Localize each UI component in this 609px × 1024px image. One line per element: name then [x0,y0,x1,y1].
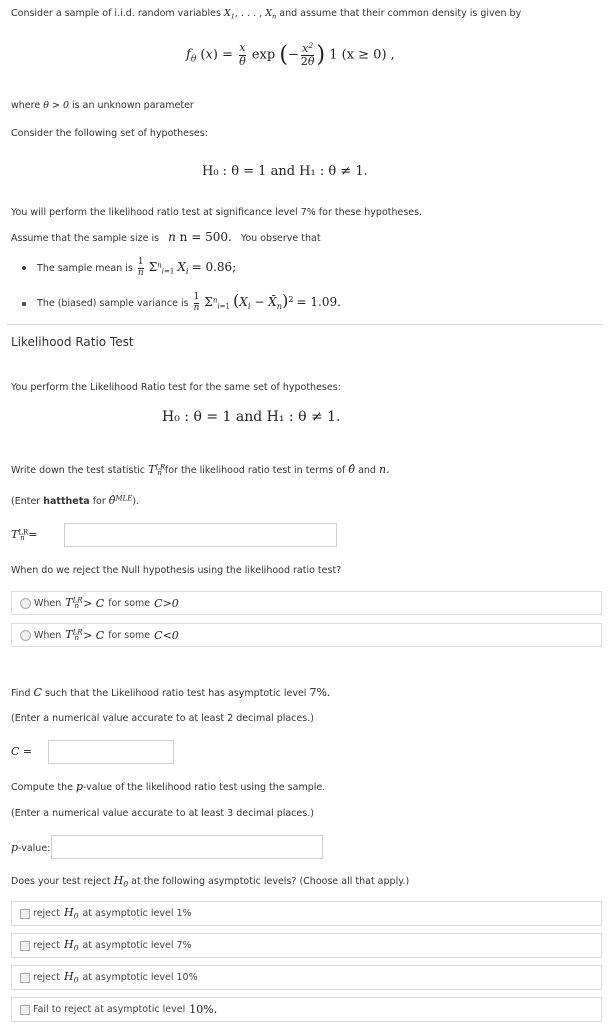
section-title: Likelihood Ratio Test [11,335,134,349]
reject-level-1-option[interactable]: reject $H_0$ at asymptotic level 1% [11,901,602,926]
c-value-input[interactable] [48,740,174,764]
reject-option-c-positive[interactable]: When $T^{LR}_n$ > C for some C>0 [11,591,602,615]
sample-variables: $X_1$, . . . , $X_n$ [224,8,277,21]
test-statistic-input[interactable] [64,523,337,547]
bullet-icon [22,302,26,306]
intro-line-1: Consider a sample of i.i.d. random variables $X_1$, . . . , $X_n$ and assume that their common density is given by [11,8,522,21]
where-line: where θ > 0 is an unknown parameter [11,100,194,111]
bullet-sample-mean: The sample mean is $\frac{1}{n}$ $\Sigma^n_{i=1}$ $X_i = 0.86$; [22,258,236,279]
section-divider [7,324,602,325]
q1-label: $T^{LR}_n$ = [11,528,38,543]
q4-hint: (Enter a numerical value accurate to at least 3 decimal places.) [11,808,314,819]
q1-prompt: Write down the test statistic $T^{LR}_n$ for the likelihood ratio test in terms of θ̂ and n. [11,463,390,478]
q5-question: Does your test reject $H_0$ at the following asymptotic levels? (Choose all that apply.) [11,874,410,889]
reject-option-c-negative[interactable]: When $T^{LR}_n$ > C for some C<0 [11,623,602,647]
sample-size-line: Assume that the sample size is n n = 500. You observe that [11,230,321,244]
radio-icon[interactable] [20,598,31,609]
q1-enter-hint: (Enter hattheta for θ̂$^{MLE}$). [11,494,140,507]
q3-label: C = [11,745,33,758]
q4-label: p-value: [11,841,51,854]
perform-same-text: You perform the Likelihood Ratio test for the same set of hypotheses: [11,382,341,393]
q3-prompt: Find C such that the Likelihood ratio test has asymptotic level 7%. [11,686,331,699]
consider-hypotheses: Consider the following set of hypotheses: [11,128,208,139]
reject-level-10-option[interactable]: reject $H_0$ at asymptotic level 10% [11,965,602,990]
checkbox-icon[interactable] [20,909,30,919]
perform-text: You will perform the likelihood ratio test at significance level 7% for these hypotheses. [11,207,423,218]
hypothesis-2: H₀ : θ = 1 and H₁ : θ ≠ 1. [162,409,341,425]
density-formula: $f_\theta$ (x) = $\frac{x}{\theta}$ exp (− $\frac{x^2}{2\theta}$ ) 1 (x ≥ 0) , [186,41,395,68]
checkbox-icon[interactable] [20,941,30,951]
bullet-sample-variance: The (biased) sample variance is $\frac{1}{n}$ $\Sigma^n_{i=1}$ ($X_i$ − $X̄_n)^2 = 1.09$. [22,291,341,314]
q4-prompt: Compute the p-value of the likelihood ratio test using the sample. [11,780,326,793]
reject-level-7-option[interactable]: reject $H_0$ at asymptotic level 7% [11,933,602,958]
checkbox-icon[interactable] [20,1005,30,1015]
radio-icon[interactable] [20,630,31,641]
checkbox-icon[interactable] [20,973,30,983]
q2-question: When do we reject the Null hypothesis using the likelihood ratio test? [11,565,342,576]
hypothesis-1: H₀ : θ = 1 and H₁ : θ ≠ 1. [202,164,368,179]
p-value-input[interactable] [51,835,323,859]
q3-hint: (Enter a numerical value accurate to at least 2 decimal places.) [11,713,314,724]
bullet-icon [22,266,26,270]
fail-to-reject-option[interactable]: Fail to reject at asymptotic level 10%. [11,997,602,1022]
